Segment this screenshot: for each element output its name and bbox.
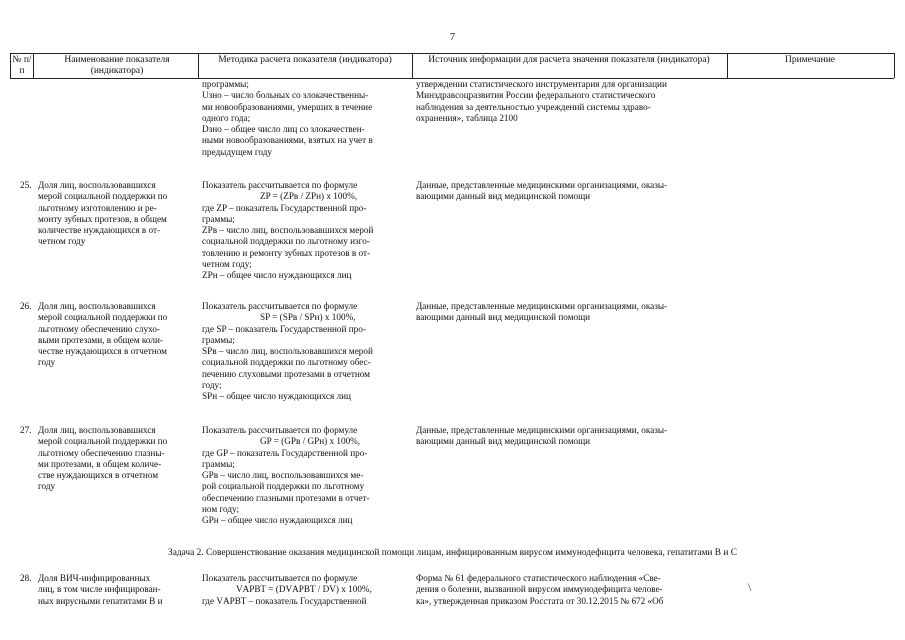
header-col-num: № п/п [12,55,32,76]
row-27-num: 27. [20,425,32,435]
header-col-note: Примечание [784,55,836,65]
row-26-num: 26. [20,301,32,311]
cont-method-cell: программы; Uзно – число больных со злокачественны- ми новообразованиями, умерших в течение одного года; Dзно – общее число лиц со злокачествен- ными новообразованиями, взятых на учет в предыдущем году [202,79,373,157]
header-col-method: Методика расчета показателя (индикатора) [218,55,392,65]
header-separator-4 [412,53,413,78]
row-28-method: Показатель рассчитывается по формуле VАРВТ = (DVАРВТ / DV) x 100%, где VАРВТ – показатель Государственной [202,573,372,606]
cont-source-cell: утверждении статистического инструментария для организации Минздравсоцразвития России федерального статистического наблюдения за деятельностью учреждений системы здраво- охранения», таблица 2100 [416,79,667,123]
page-number: 7 [450,32,455,43]
header-separator-5 [727,53,728,78]
row-27-method: Показатель рассчитывается по формуле GP = (GPв / GPн) x 100%, где GP – показатель Государственной про- граммы; GPв – число лиц, воспользовавшихся ме- рой социальной поддержки по льготному обеспечению глазными протезами в отчет- ном году; GPн – общее число нуждающихся лиц [202,425,370,526]
row-28-name: Доля ВИЧ-инфицированных лиц, в том числе инфицирован- ных вирусными гепатитами В и [38,573,163,606]
header-col-name: Наименование показателя (индикатора) [64,55,170,76]
scan-mark-icon: \ [748,580,752,594]
header-separator-6 [894,53,895,78]
row-28-num: 28. [20,573,32,583]
row-26-name: Доля лиц, воспользовавшихся мерой социальной поддержки по льготному обеспечению слухо- выми протезами, в общем коли- честве нуждающихся в отчетном году [38,301,168,368]
row-25-source: Данные, представленные медицинскими организациями, оказы- вающими данный вид медицинской помощи [416,180,668,202]
row-27-name: Доля лиц, воспользовавшихся мерой социальной поддержки по льготному обеспечению глазны- ми протезами, в общем количе- стве нуждающихся в отчетном году [38,425,168,492]
header-col-source: Источник информации для расчета значения показателя (индикатора) [428,55,710,65]
row-25-num: 25. [20,180,32,190]
row-25-method: Показатель рассчитывается по формуле ZP = (ZPв / ZPн) x 100%, где ZP – показатель Государственной про- граммы; ZPв – число лиц, воспользовавшихся мерой социальной поддержки по льготному изго- товлению и ремонту зубных протезов в от- четном году; ZPн – общее число нуждающихся лиц [202,180,374,281]
task-heading: Задача 2. Совершенствование оказания медицинской помощи лицам, инфицированным вирусом иммунодефицита человека, гепатитами В и С [168,548,737,558]
row-26-source: Данные, представленные медицинскими организациями, оказы- вающими данный вид медицинской помощи [416,301,668,323]
row-26-method: Показатель рассчитывается по формуле SP = (SPв / SPн) x 100%, где SP – показатель Государственной про- граммы; SPв – число лиц, воспользовавшихся мерой социальной поддержки по льготному обес- печению слуховыми протезами в отчетном году; SPн – общее число нуждающихся лиц [202,301,373,402]
row-28-source: Форма № 61 федерального статистического наблюдения «Све- дения о болезни, вызванной вирусом иммунодефицита челове- ка», утвержденная приказом Росстата от 30.12.2015 № 672 «Об [416,573,664,606]
row-27-source: Данные, представленные медицинскими организациями, оказы- вающими данный вид медицинской помощи [416,425,668,447]
header-separator-2 [33,53,34,78]
header-separator-3 [198,53,199,78]
table-top-border [10,53,894,54]
row-25-name: Доля лиц, воспользовавшихся мерой социальной поддержки по льготному изготовлению и ре- монту зубных протезов, в общем количестве нуждающихся в от- четном году [38,180,168,247]
